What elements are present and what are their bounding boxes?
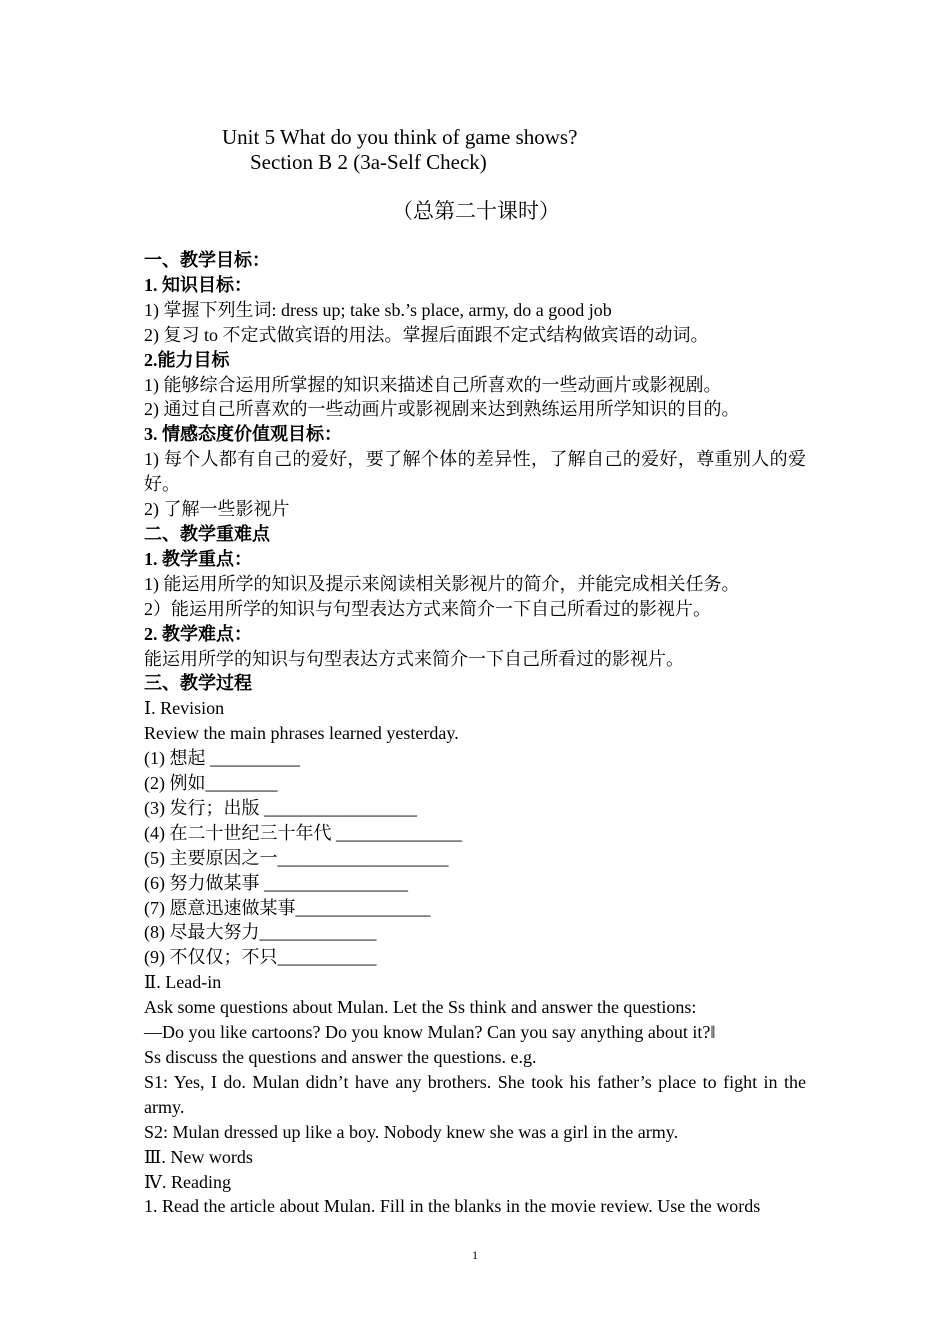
page-number: 1: [472, 1248, 478, 1262]
leadin-heading: Ⅱ. Lead-in: [144, 972, 222, 993]
focus-item-1: 1) 能运用所学的知识及提示来阅读相关影视片的简介，并能完成相关任务。: [144, 573, 740, 594]
phrase-item: (4) 在二十世纪三十年代 ______________: [144, 822, 462, 843]
leadin-line-3: Ss discuss the questions and answer the questions. e.g.: [144, 1047, 537, 1067]
phrase-item: (8) 尽最大努力_____________: [144, 922, 377, 943]
phrase-item: (1) 想起 __________: [144, 748, 300, 769]
reading-heading: Ⅳ. Reading: [144, 1171, 231, 1192]
process-heading: 三、教学过程: [144, 673, 252, 694]
knowledge-heading: 1. 知识目标：: [144, 274, 252, 295]
ability-heading: 2.能力目标: [144, 349, 230, 370]
revision-intro: Review the main phrases learned yesterday.: [144, 723, 459, 744]
revision-heading: Ⅰ. Revision: [144, 698, 225, 719]
leadin-line-2: —Do you like cartoons? Do you know Mulan? Can you say anything about it?‖: [144, 1022, 716, 1043]
phrase-item: (7) 愿意迅速做某事_______________: [144, 897, 431, 918]
difficulty-heading: 2. 教学难点：: [144, 623, 252, 644]
leadin-line-1: Ask some questions about Mulan. Let the Ss think and answer the questions:: [144, 997, 697, 1018]
phrase-item: (3) 发行；出版 _________________: [144, 797, 417, 818]
student-answer-2: S2: Mulan dressed up like a boy. Nobody knew she was a girl in the army.: [144, 1121, 679, 1142]
knowledge-item-1: 1) 掌握下列生词: dress up; take sb.’s place, army, do a good job: [144, 299, 612, 320]
unit-title: Unit 5 What do you think of game shows?: [222, 125, 578, 149]
difficulty-item-1: 能运用所学的知识与句型表达方式来简介一下自己所看过的影视片。: [144, 648, 684, 669]
phrase-item: (2) 例如________: [144, 773, 278, 794]
student-answer-1: S1: Yes, I do. Mulan didn’t have any brothers. She took his father’s place to fight in the army.: [144, 1071, 806, 1117]
ability-item-2: 2) 通过自己所喜欢的一些动画片或影视剧来达到熟练运用所学知识的目的。: [144, 399, 740, 420]
objectives-heading: 一、教学目标：: [144, 250, 270, 270]
new-words-heading: Ⅲ. New words: [144, 1146, 253, 1167]
ability-item-1: 1) 能够综合运用所掌握的知识来描述自己所喜欢的一些动画片或影视剧。: [144, 374, 722, 395]
attitude-heading: 3. 情感态度价值观目标：: [144, 424, 342, 445]
phrase-item: (6) 努力做某事 ________________: [144, 872, 408, 893]
document-body: [144, 248, 806, 1219]
reading-line-1: 1. Read the article about Mulan. Fill in the blanks in the movie review. Use the words: [144, 1196, 761, 1217]
focus-item-2: 2）能运用所学的知识与句型表达方式来简介一下自己所看过的影视片。: [144, 598, 711, 619]
phrase-item: (9) 不仅仅；不只___________: [144, 947, 377, 968]
key-points-heading: 二、教学重难点: [144, 523, 270, 544]
knowledge-item-2: 2) 复习 to 不定式做宾语的用法。掌握后面跟不定式结构做宾语的动词。: [144, 324, 709, 345]
attitude-item-1: 1) 每个人都有自己的爱好，要了解个体的差异性，了解自己的爱好，尊重别人的爱好。: [144, 449, 806, 495]
section-title: Section B 2 (3a-Self Check): [250, 150, 487, 174]
phrase-item: (5) 主要原因之一___________________: [144, 847, 449, 868]
lesson-number: （总第二十课时）: [392, 199, 560, 223]
attitude-item-2: 2) 了解一些影视片: [144, 499, 290, 520]
focus-heading: 1. 教学重点：: [144, 548, 252, 569]
